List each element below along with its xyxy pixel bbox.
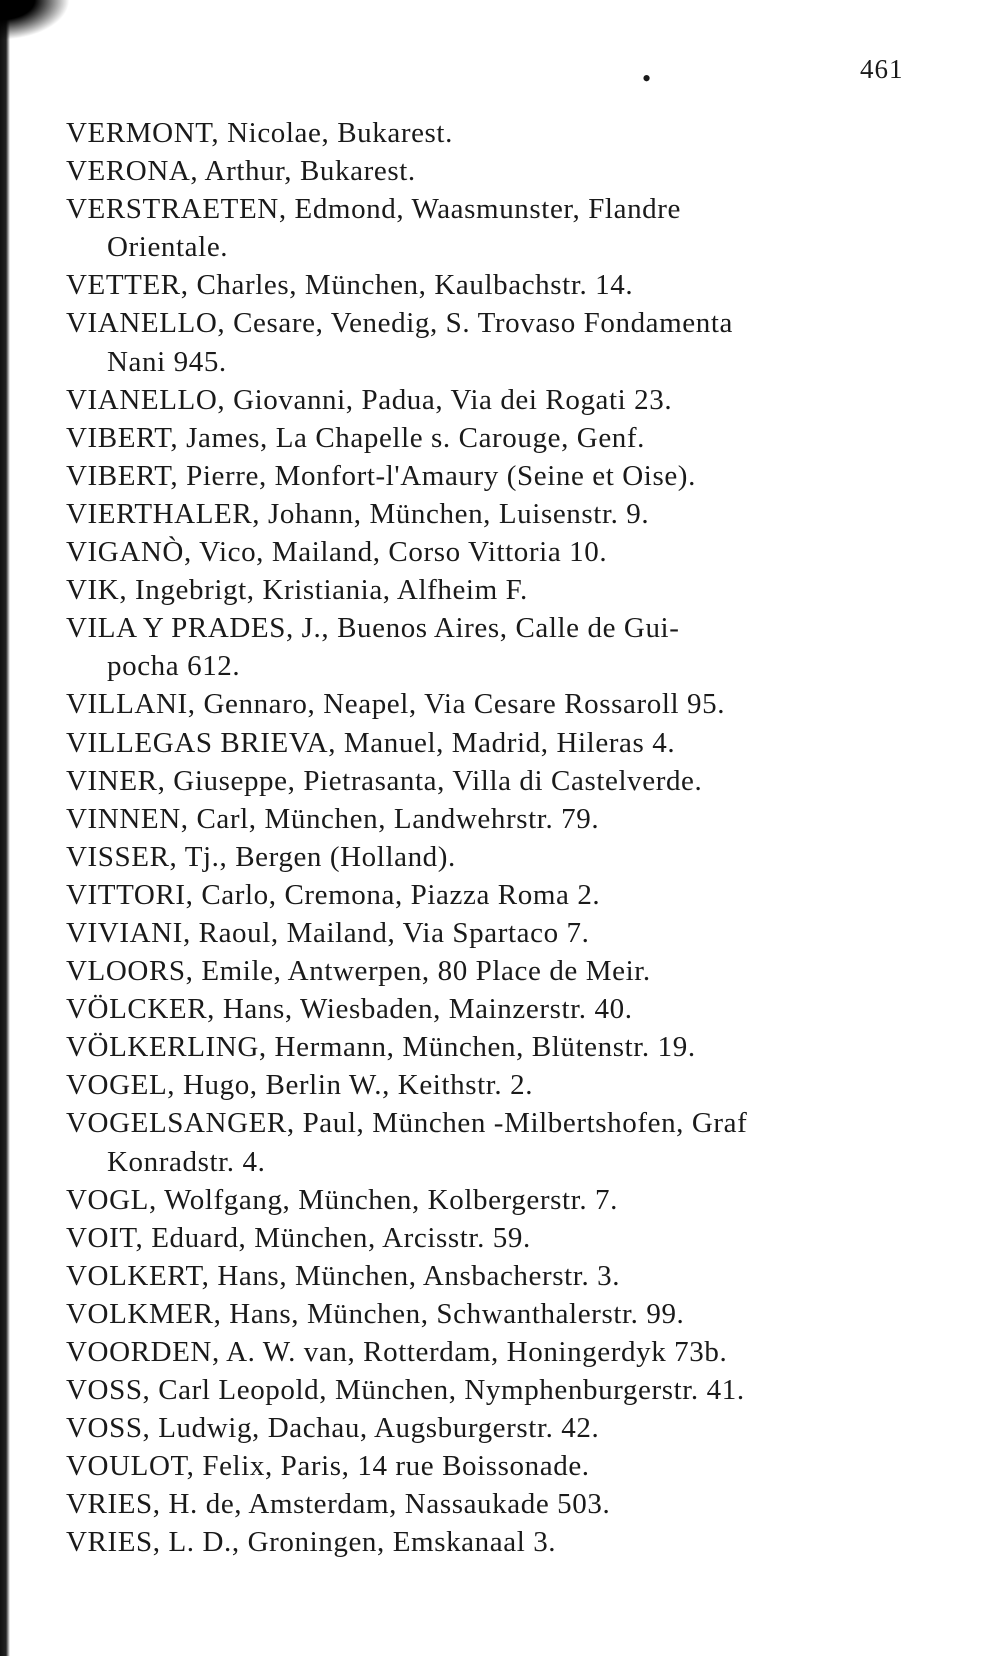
directory-entry: VOSS, Carl Leopold, München, Nymphenburgerstr. 41. [66,1374,745,1407]
directory-entry: VETTER, Charles, München, Kaulbachstr. 14. [66,269,634,302]
directory-entry: VRIES, H. de, Amsterdam, Nassaukade 503. [66,1488,611,1521]
directory-entry: VLOORS, Emile, Antwerpen, 80 Place de Meir. [66,955,651,988]
directory-entry: VILLEGAS BRIEVA, Manuel, Madrid, Hileras 4. [66,726,676,759]
directory-entry: VIANELLO, Giovanni, Padua, Via dei Rogati 23. [66,383,673,416]
directory-entry-continuation: pocha 612. [107,650,241,683]
directory-entry: VIBERT, Pierre, Monfort-l'Amaury (Seine et Oise). [66,459,696,492]
header-dot: • [642,64,652,93]
directory-entry: VIBERT, James, La Chapelle s. Carouge, Genf. [66,421,645,454]
directory-entry: VERMONT, Nicolae, Bukarest. [66,117,453,149]
directory-entry: VOULOT, Felix, Paris, 14 rue Boissonade. [66,1450,590,1483]
directory-entry: VILA Y PRADES, J., Buenos Aires, Calle de Gui- [66,612,680,645]
directory-entry: VOGELSANGER, Paul, München -Milbertshofen, Graf [66,1107,748,1140]
directory-entry-list [66,114,936,1562]
directory-entry: VOGEL, Hugo, Berlin W., Keithstr. 2. [66,1069,534,1102]
directory-entry: VITTORI, Carlo, Cremona, Piazza Roma 2. [66,878,601,911]
directory-entry-continuation: Orientale. [107,231,229,264]
directory-entry: VÖLKERLING, Hermann, München, Blütenstr. 19. [66,1031,696,1064]
directory-entry: VOGL, Wolfgang, München, Kolbergerstr. 7. [66,1183,618,1216]
directory-entry: VIGANÒ, Vico, Mailand, Corso Vittoria 10. [66,536,608,569]
directory-entry-continuation: Nani 945. [107,345,227,378]
page-number: 461 [860,54,904,84]
directory-entry: VIERTHALER, Johann, München, Luisenstr. 9. [66,497,650,530]
directory-entry: VISSER, Tj., Bergen (Holland). [66,840,456,873]
directory-entry: VERONA, Arthur, Bukarest. [66,155,416,188]
directory-entry: VOORDEN, A. W. van, Rotterdam, Honingerdyk 73b. [66,1336,728,1368]
directory-entry: VERSTRAETEN, Edmond, Waasmunster, Flandre [66,193,681,226]
directory-entry: VILLANI, Gennaro, Neapel, Via Cesare Rossaroll 95. [66,688,726,721]
directory-entry: VOIT, Eduard, München, Arcisstr. 59. [66,1221,531,1254]
directory-entry: VÖLCKER, Hans, Wiesbaden, Mainzerstr. 40. [66,993,633,1026]
directory-entry: VIVIANI, Raoul, Mailand, Via Spartaco 7. [66,916,590,949]
directory-entry: VINER, Giuseppe, Pietrasanta, Villa di Castelverde. [66,764,703,797]
directory-entry: VOSS, Ludwig, Dachau, Augsburgerstr. 42. [66,1412,600,1445]
directory-entry: VIANELLO, Cesare, Venedig, S. Trovaso Fondamenta [66,307,733,340]
directory-entry: VIK, Ingebrigt, Kristiania, Alfheim F. [66,574,528,607]
directory-entry: VOLKERT, Hans, München, Ansbacherstr. 3. [66,1259,621,1292]
directory-entry: VRIES, L. D., Groningen, Emskanaal 3. [66,1526,557,1559]
directory-entry: VOLKMER, Hans, München, Schwanthalerstr. 99. [66,1297,685,1330]
directory-entry-continuation: Konradstr. 4. [107,1145,266,1178]
directory-entry: VINNEN, Carl, München, Landwehrstr. 79. [66,802,600,835]
